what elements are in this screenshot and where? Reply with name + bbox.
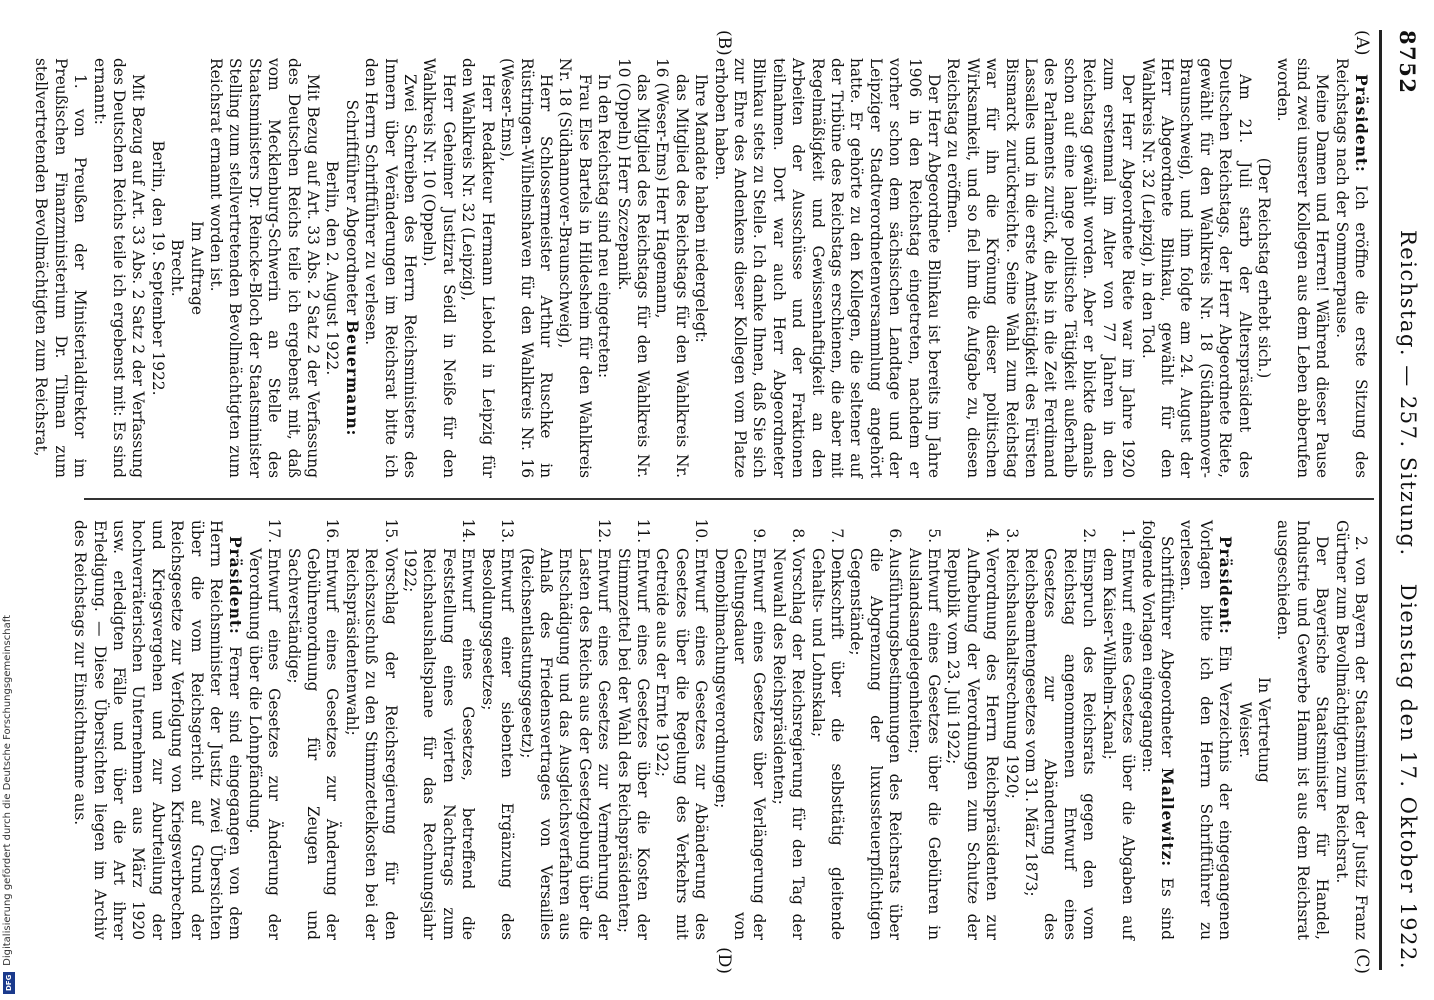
paragraph: Frau Else Bartels in Hildesheim für den Wahlkreis Nr. 18 (Südhannover-Braunschweig),	[556, 58, 594, 478]
paragraph: Herr Geheimer Justizrat Seidl in Neiße für den Wahlkreis Nr. 10 (Oppeln).	[420, 58, 458, 478]
bill-item: 1. Entwurf eines Gesetzes über die Abgaben auf dem Kaiser-Wilhelm-Kanal;	[1098, 548, 1137, 940]
paragraph: Schriftführer Abgeordneter Mallewitz: Es sind folgende Vorlagen eingegangen:	[1138, 520, 1176, 940]
bill-item: 14. Entwurf eines Gesetzes, betreffend die Feststellung eines vierten Nachtrags zum Reichshaushaltsplane für das Rechnungsjahr 1922;	[400, 548, 478, 940]
margin-mark-c: (C)	[1352, 947, 1372, 974]
bill-item: 15. Vorschlag der Reichsregierung für den Reichszuschuß zu den Stimmzettelkosten bei der Reichspräsidentenwahl;	[341, 548, 399, 940]
speaker-name: Mallewitz:	[1157, 767, 1176, 868]
signature-name: Brecht.	[168, 239, 187, 297]
header-date: Dienstag den 17. Oktober 1922.	[1396, 583, 1420, 970]
signature-line: Im Auftrage	[187, 221, 206, 315]
dfg-logo: DFG	[3, 972, 15, 994]
rotated-page	[32, 0, 1434, 1000]
paragraph: Der Herr Abgeordnete Blinkau ist bereits im Jahre 1906 in den Reichstag eingetreten, nachdem er vorher schon dem sächsischen Landtage und der Leipziger Stadtverordnetenversammlung angehört hatte. Er gehörte zu den Kollegen, die seltener auf der Tribüne des Reichstags erschienen, die aber mit Regelmäßigkeit und Gewissenhaftigkeit an den Arbeiten der Ausschüsse und der Fraktionen teilnahmen. Dort war auch Herr Abgeordneter Blinkau stets zu Stelle. Ich danke Ihnen, daß Sie sich zur Ehre des Andenkens dieser Kollegen vom Platze erhoben haben.	[711, 58, 944, 478]
speaker-name: Präsident:	[1216, 536, 1235, 635]
paragraph: In den Reichstag sind neu eingetreten:	[595, 74, 614, 379]
paragraph: das Mitglied des Reichstags für den Wahlkreis Nr. 16 (Weser-Ems) Herr Hagemann,	[653, 58, 691, 478]
paragraph: 2. von Bayern der Staatsminister der Justiz Franz Gürtner zum Bevollmächtigten zum Reichsrat.	[1332, 520, 1370, 940]
signature-line: In Vertretung	[1254, 677, 1273, 783]
paragraph: Meine Damen und Herren! Während dieser Pause sind zwei unserer Kollegen aus dem Leben abberufen worden.	[1274, 58, 1332, 478]
bill-item: 3. Reichshaushaltsrechnung 1920;	[1001, 548, 1020, 940]
margin-mark-a: (A)	[1352, 30, 1372, 56]
speaker-line: Schriftführer Abgeordneter Beuermann:	[342, 99, 361, 437]
bill-item: 4. Verordnung des Herrn Reichspräsidenten zur Aufhebung der Verordnungen zum Schutze der Republik vom 23. Juli 1922;	[943, 548, 1001, 940]
speaker-name: Präsident:	[1352, 74, 1370, 173]
bill-item: 2. Einspruch des Reichsrats gegen den vom Reichstag angenommenen Entwurf eines Gesetzes zur Abänderung des Reichsbeamtengesetzes vom 31. März 1873;	[1021, 548, 1099, 940]
bill-item: 17. Entwurf eines Gesetzes zur Änderung der Verordnung über die Lohnpfändung.	[244, 548, 283, 940]
paragraph: Mit Bezug auf Art. 33 Abs. 2 Satz 2 der Verfassung des Deutschen Reichs teile ich ergebenst mit, daß vom Mecklenburg-Schwerin an Stelle des Staatsministers Dr. Reincke-Bloch der Staatsminister Stelling zum stellvertretenden Bevollmächtigten zum Reichsrat ernannt worden ist.	[207, 58, 323, 478]
footer-credit: Digitalisierung gefördert durch die Deutsche Forschungsgemeinschaft	[2, 615, 13, 966]
bill-item: 13. Entwurf einer siebenten Ergänzung des Besoldungsgesetzes;	[477, 548, 516, 940]
paragraph: das Mitglied des Reichstags für den Wahlkreis Nr. 10 (Oppeln) Herr Szczepanik.	[614, 58, 652, 478]
left-column	[31, 58, 1370, 478]
paragraph: 1. von Preußen der Ministerialdirektor im Preußischen Finanzministerium Dr. Tilman zum stellvertretenden Bevollmächtigten zum Reichsrat,	[32, 58, 90, 478]
bill-item: 11. Entwurf eines Gesetzes über die Kosten der Stimmzettel bei der Wahl des Reichspräsidenten;	[613, 548, 652, 940]
paragraph: Herr Schlossermeister Arthur Ruschke in Rüstringen-Wilhelmshaven für den Wahlkreis Nr. 16 (Weser-Ems),	[498, 58, 555, 478]
page-header	[1382, 30, 1420, 970]
bill-item: 9. Entwurf eines Gesetzes über Verlängerung der Geltungsdauer von Demobilmachungsverordnungen;	[710, 548, 768, 940]
paragraph: Zwei Schreiben des Herrn Reichsministers des Innern über Veränderungen im Reichsrat bitte ich den Herrn Schriftführer zu verlesen.	[362, 58, 420, 478]
header-rule	[1379, 30, 1382, 970]
margin-mark-d: (D)	[714, 947, 734, 974]
speaker-name: Präsident:	[226, 536, 245, 635]
speaker-name: Beuermann:	[342, 320, 361, 437]
page-number: 8752	[1395, 30, 1420, 95]
paragraph: Der Herr Abgeordnete Riete war im Jahre 1920 zum erstenmal im Alter von 77 Jahren in den Reichstag gewählt worden. Aber er blickte damals schon auf eine lange politische Tätigkeit außerhalb des Parlaments zurück, die bis in die Zeit Ferdinand Lassalles und in die erste Amtstätigkeit des Fürsten Bismarck zurückreichte. Seine Wahl zum Reichstag war für ihn die Krönung dieser politischen Wirksamkeit, und so fiel ihm die Aufgabe zu, diesen Reichstag zu eröffnen.	[944, 58, 1138, 478]
paragraph: Der Bayerische Staatsminister für Handel, Industrie und Gewerbe Hamm ist aus dem Reichsrat ausgeschieden.	[1274, 520, 1332, 940]
digitization-footer	[2, 376, 16, 996]
paragraph: Mit Bezug auf Art. 33 Abs. 2 Satz 2 der Verfassung des Deutschen Reichs teile ich ergebenst mit: Es sind ernannt:	[90, 58, 148, 478]
bills-list	[244, 520, 1137, 940]
bill-item: 5. Entwurf eines Gesetzes über die Gebühren in Auslandsangelegenheiten;	[904, 548, 943, 940]
bill-item: 12. Entwurf eines Gesetzes zur Vermehrung der Lasten des Reichs aus der Gesetzgebung über die Entschädigung und das Ausgleichsverfahren aus Anlaß des Friedensvertrages von Versailles (Reichsentlastungsgesetz);	[516, 548, 613, 940]
paragraph: Präsident: Ferner sind eingegangen von dem Herrn Reichsminister der Justiz zwei Übersichten über die vom Reichsgericht auf Grund der Reichsgesetze zur Verfolgung von Kriegsverbrechen und Kriegsvergehen und zur Aburteilung der hochverräterischen Unternehmen aus März 1920 usw. erledigten Fälle und über die Art ihrer Erledigung. — Diese Übersichten liegen im Archiv des Reichstags zur Einsichtnahme aus.	[71, 520, 245, 940]
letter-date: Berlin, den 2. August 1922.	[323, 160, 342, 376]
paragraph: Präsident: Ich eröffne die erste Sitzung des Reichstags nach der Sommerpause.	[1332, 58, 1370, 478]
header-title: Reichstag. — 257. Sitzung.	[1396, 230, 1420, 557]
margin-mark-b: (B)	[714, 30, 734, 56]
paragraph: Herr Redakteur Hermann Liebold in Leipzig für den Wahlkreis Nr. 32 (Leipzig),	[459, 58, 497, 478]
bill-item: 16. Entwurf eines Gesetzes zur Änderung der Gebührenordnung für Zeugen und Sachverständige;	[283, 548, 341, 940]
bill-item: 6. Ausführungsbestimmungen des Reichsrats über die Abgrenzung der luxussteuerpflichtigen Gegenstände;	[846, 548, 904, 940]
letter-date: Berlin, den 19. September 1922.	[148, 140, 167, 396]
bill-item: 7. Denkschrift über die selbsttätig gleitende Gehalts- und Lohnskala;	[807, 548, 846, 940]
right-column	[70, 520, 1370, 940]
stage-direction: (Der Reichstag erhebt sich.)	[1254, 157, 1273, 379]
paragraph: Präsident: Ein Verzeichnis der eingegangenen Vorlagen bitte ich den Herrn Schriftführer zu verlesen.	[1177, 520, 1235, 940]
signature-name: Weiser.	[1235, 701, 1254, 759]
column-divider	[84, 498, 1374, 500]
bill-item: 8. Vorschlag der Reichsregierung für den Tag der Neuwahl des Reichspräsidenten;	[768, 548, 807, 940]
bill-item: 10. Entwurf eines Gesetzes zur Abänderung des Gesetzes über die Regelung des Verkehrs mit Getreide aus der Ernte 1922;	[652, 548, 710, 940]
paragraph: Ihre Mandate haben niedergelegt:	[692, 74, 711, 343]
paragraph: Am 21. Juli starb der Alterspräsident des Deutschen Reichstags, der Herr Abgeordnete Riete, gewählt für den Wahlkreis Nr. 18 (Südhannover-Braunschweig), und ihm folgte am 24. August der Herr Abgeordnete Blinkau, gewählt für den Wahlkreis Nr. 32 (Leipzig), in den Tod.	[1138, 58, 1254, 478]
